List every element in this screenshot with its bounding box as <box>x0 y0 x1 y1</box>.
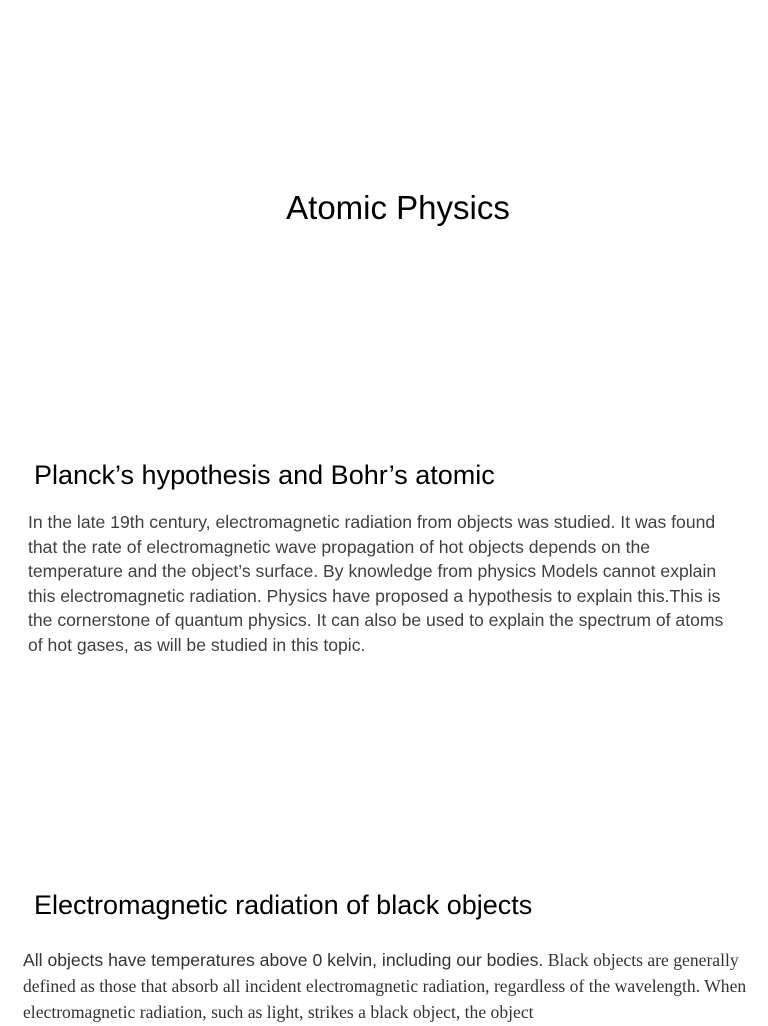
section-paragraph-black-objects <box>23 948 751 1026</box>
paragraph-lead-text: All objects have temperatures above 0 kelvin, including our bodies. <box>23 950 544 970</box>
paragraph-body-text: Black objects are generally defined as those that absorb all incident electromagnetic radiation, regardless of the wavelength. When electromagnetic radiation, such as light, strikes a black object, the object <box>23 950 747 1022</box>
page-title: Atomic Physics <box>286 189 510 226</box>
section-heading-black-objects: Electromagnetic radiation of black objects <box>34 890 533 920</box>
section-paragraph-planck: In the late 19th century, electromagnetic radiation from objects was studied. It was found that the rate of electromagnetic wave propagation of hot objects depends on the temperature and the object’s surface. By knowledge from physics Models cannot explain this electromagnetic radiation. Physics have proposed a hypothesis to explain this.This is the cornerstone of quantum physics. It can also be used to explain the spectrum of atoms of hot gases, as will be studied in this topic. <box>28 512 724 655</box>
section-heading-planck: Planck’s hypothesis and Bohr’s atomic <box>34 460 495 490</box>
